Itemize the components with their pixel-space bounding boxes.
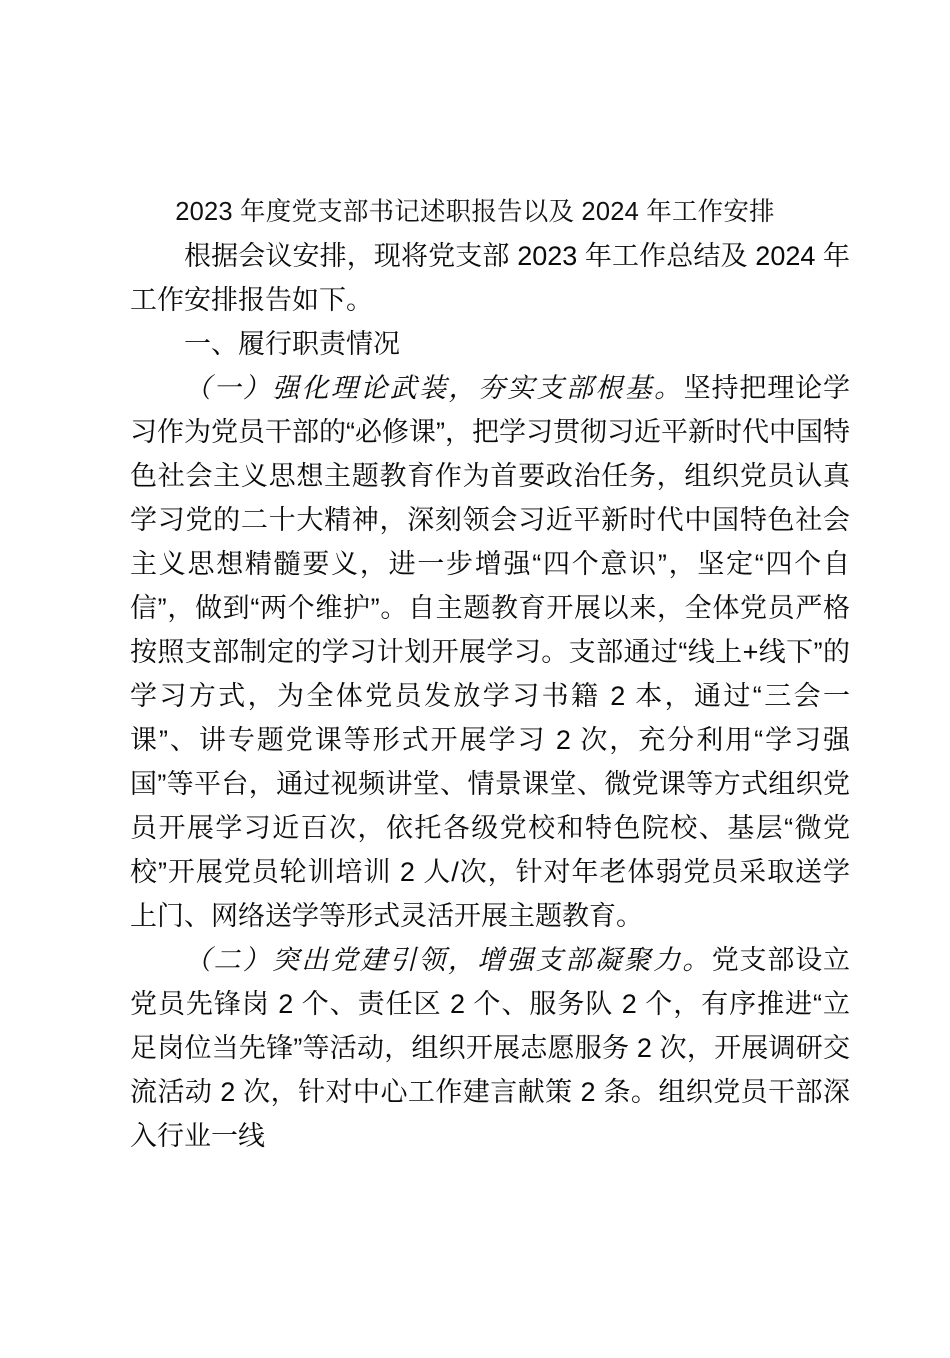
page-title: 2023 年度党支部书记述职报告以及 2024 年工作安排 (175, 198, 775, 226)
paragraph-section-1-item-1 (130, 366, 850, 938)
paragraph-section-1-item-2 (130, 938, 850, 1158)
subsection-lead-1: （一）强化理论武装，夯实支部根基。 (184, 373, 684, 403)
subsection-body-1: 坚持把理论学习作为党员干部的“必修课”，把学习贯彻习近平新时代中国特色社会主义思想主题教育作为首要政治任务，组织党员认真学习党的二十大精神，深刻领会习近平新时代中国特色社会主义思想精髓要义，进一步增强“四个意识”，坚定“四个自信”，做到“两个维护”。自主题教育开展以来，全体党员严格按照支部制定的学习计划开展学习。支部通过“线上+线下”的学习方式，为全体党员发放学习书籍 2 本，通过“三会一课”、讲专题党课等形式开展学习 2 次，充分利用“学习强国”等平台，通过视频讲堂、情景课堂、微党课等方式组织党员开展学习近百次，依托各级党校和特色院校、基层“微党校”开展党员轮训培训 2 人/次，针对年老体弱党员采取送学上门、网络送学等形式灵活开展主题教育。 (130, 373, 851, 931)
subsection-body-2: 党支部设立党员先锋岗 2 个、责任区 2 个、服务队 2 个，有序推进“立足岗位当先锋”等活动，组织开展志愿服务 2 次，开展调研交流活动 2 次，针对中心工作建言献策 2 条。组织党员干部深入行业一线 (130, 945, 851, 1151)
section-heading-1: 一、履行职责情况 (184, 329, 400, 359)
paragraph-intro: 根据会议安排，现将党支部 2023 年工作总结及 2024 年工作安排报告如下。 (130, 241, 850, 315)
subsection-lead-2: （二）突出党建引领，增强支部凝聚力。 (184, 945, 712, 975)
page-bottom-whitespace (130, 1158, 850, 1358)
